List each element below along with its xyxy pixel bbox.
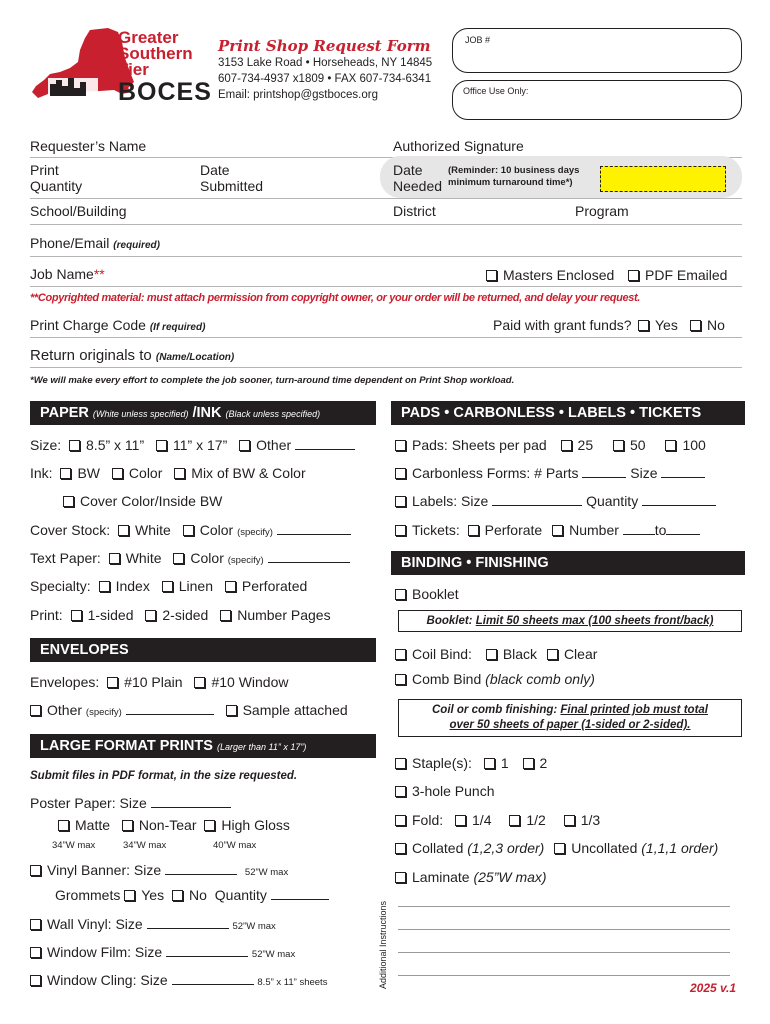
note-text: Coil or comb finishing: xyxy=(431,704,558,716)
checkbox[interactable] xyxy=(395,589,406,600)
large-format-bar xyxy=(30,734,376,758)
carbonless-row xyxy=(395,465,705,481)
checkbox[interactable] xyxy=(107,677,118,688)
booklet-row xyxy=(395,586,459,602)
row-label: Poster Paper: Size xyxy=(30,795,147,811)
note-text: Limit 50 sheets max (100 sheets front/back) xyxy=(475,615,714,627)
version: 2025 v.1 xyxy=(690,981,737,995)
input-line[interactable] xyxy=(126,703,214,715)
option-label: 11” x 17” xyxy=(173,437,228,453)
cling-row xyxy=(30,972,327,988)
option-label: Color xyxy=(128,465,163,481)
grant-no[interactable] xyxy=(690,317,725,333)
checkbox[interactable] xyxy=(484,758,495,769)
max-34b: 34”W max xyxy=(123,840,167,851)
envelopes-bar xyxy=(30,638,376,662)
option-label: Other xyxy=(256,437,292,453)
option-label: BW xyxy=(77,465,101,481)
program-label: Program xyxy=(575,203,629,219)
input-line[interactable] xyxy=(623,523,655,535)
checkbox[interactable] xyxy=(395,525,406,536)
print-qty-label xyxy=(30,162,82,194)
checkbox[interactable] xyxy=(523,758,534,769)
checkbox[interactable] xyxy=(145,610,156,621)
label-line: Date xyxy=(200,162,230,178)
label-line: Quantity xyxy=(30,178,83,194)
checkbox[interactable] xyxy=(395,649,406,660)
option-label: Sample attached xyxy=(242,702,348,718)
bar-title: ENVELOPES xyxy=(40,642,129,658)
option-label: Collated xyxy=(412,840,464,856)
checkbox[interactable] xyxy=(395,843,406,854)
grommets-row xyxy=(55,887,329,903)
option-label: Fold: xyxy=(412,812,444,828)
row-label: Specialty: xyxy=(30,578,91,594)
district-label: District xyxy=(393,203,436,219)
checkbox[interactable] xyxy=(118,525,129,536)
checkbox[interactable] xyxy=(552,525,563,536)
job-label: JOB # xyxy=(465,35,491,45)
pads-bar xyxy=(391,401,745,425)
option-label: 8.5” x 11” xyxy=(86,437,145,453)
checkbox[interactable] xyxy=(63,496,74,507)
checkbox[interactable] xyxy=(613,440,624,451)
cover-inside-row xyxy=(63,493,222,509)
authorized-label: Authorized Signature xyxy=(393,138,524,154)
row-label: Cover Stock: xyxy=(30,522,111,538)
laminate-row xyxy=(395,869,547,885)
submit-note: Submit files in PDF format, in the size requested. xyxy=(30,770,298,782)
comb-row xyxy=(395,671,595,687)
collated-row xyxy=(395,840,718,856)
input-line[interactable] xyxy=(166,945,248,957)
option-label: Laminate xyxy=(412,869,470,885)
vinyl-row xyxy=(30,862,288,878)
option-label: No xyxy=(188,887,207,903)
option-label: 1 xyxy=(500,755,509,771)
checkbox[interactable] xyxy=(112,468,123,479)
option-label: Booklet xyxy=(412,586,459,602)
return-text: Return originals to xyxy=(30,347,152,364)
pads-row xyxy=(395,437,706,453)
max-note: 52”W max xyxy=(232,921,276,932)
envelopes-row xyxy=(30,674,289,690)
checkbox[interactable] xyxy=(174,468,185,479)
input-line[interactable] xyxy=(661,466,705,478)
bar-title: /INK xyxy=(192,405,222,421)
instructions-line[interactable] xyxy=(398,952,730,953)
option-note: (1,2,3 order) xyxy=(467,840,545,856)
fold-row xyxy=(395,812,600,828)
option-label: 50 xyxy=(630,437,646,453)
input-line[interactable] xyxy=(268,551,350,563)
job-number-box[interactable] xyxy=(452,28,742,73)
instructions-line[interactable] xyxy=(398,929,730,930)
input-line[interactable] xyxy=(172,973,254,985)
input-line[interactable] xyxy=(295,438,355,450)
tickets-row xyxy=(395,522,700,538)
checkbox[interactable] xyxy=(226,705,237,716)
checkbox[interactable] xyxy=(665,440,676,451)
option-note: (1,1,1 order) xyxy=(641,840,719,856)
option-label: 2 xyxy=(539,755,548,771)
option-label: 1-sided xyxy=(87,607,134,623)
option-label: Yes xyxy=(655,317,678,333)
label-line: Submitted xyxy=(200,178,264,194)
checkbox[interactable] xyxy=(30,947,41,958)
input-line[interactable] xyxy=(642,494,716,506)
instructions-line[interactable] xyxy=(398,975,730,976)
checkbox[interactable] xyxy=(395,815,406,826)
divider xyxy=(30,337,742,338)
row-label: Text Paper: xyxy=(30,550,101,566)
staple-row xyxy=(395,755,547,771)
option-label: Window Film: Size xyxy=(47,944,163,960)
option-label: Index xyxy=(115,578,150,594)
checkbox[interactable] xyxy=(690,320,701,331)
checkbox[interactable] xyxy=(468,525,479,536)
option-label: Coil Bind: xyxy=(412,646,472,662)
effort-note: *We will make every effort to complete the job sooner, turn-around time dependent on Print Shop workload. xyxy=(30,375,515,386)
required-star: ** xyxy=(93,266,105,282)
return-label xyxy=(30,347,234,364)
option-label: Labels: Size xyxy=(412,493,489,509)
bar-title: PAPER xyxy=(40,405,89,421)
input-line[interactable] xyxy=(271,888,329,900)
option-label: Vinyl Banner: Size xyxy=(47,862,162,878)
option-label: Wall Vinyl: Size xyxy=(47,916,143,932)
option-label: Pads: Sheets per pad xyxy=(412,437,547,453)
max-34a: 34”W max xyxy=(52,840,96,851)
row-label: Size: xyxy=(30,437,62,453)
checkbox[interactable] xyxy=(30,975,41,986)
input-line[interactable] xyxy=(492,494,582,506)
option-label: #10 Plain xyxy=(124,674,183,690)
option-label: Size xyxy=(630,465,658,481)
max-note: 52”W max xyxy=(244,867,289,878)
option-label: Clear xyxy=(563,646,598,662)
checkbox[interactable] xyxy=(509,815,520,826)
checkbox[interactable] xyxy=(30,919,41,930)
divider xyxy=(30,224,742,225)
option-note: (25”W max) xyxy=(473,869,547,885)
row-label: Print: xyxy=(30,607,63,623)
requester-label: Requester’s Name xyxy=(30,138,147,154)
bar-note: (Black unless specified) xyxy=(225,409,321,419)
office-label: Office Use Only: xyxy=(463,86,529,96)
ink-row xyxy=(30,465,306,481)
option-label: Non-Tear xyxy=(138,817,197,833)
checkbox[interactable] xyxy=(122,820,133,831)
divider xyxy=(30,367,742,368)
coil-row xyxy=(395,646,597,662)
label-line: Date xyxy=(393,162,423,178)
option-label: Tickets: xyxy=(412,522,460,538)
specialty-row xyxy=(30,578,307,594)
option-label: 2-sided xyxy=(162,607,209,623)
option-label: 100 xyxy=(682,437,706,453)
row-label: Ink: xyxy=(30,465,53,481)
option-label: No xyxy=(707,317,725,333)
option-label: Linen xyxy=(178,578,213,594)
option-label: Cover Color/Inside BW xyxy=(80,493,223,509)
option-label: White xyxy=(135,522,171,538)
specify-note: (specify) xyxy=(85,707,122,718)
checkbox[interactable] xyxy=(58,820,69,831)
option-label: Comb Bind xyxy=(412,671,482,687)
row-label: Envelopes: xyxy=(30,674,100,690)
option-label: Quantity xyxy=(586,493,639,509)
checkbox[interactable] xyxy=(395,872,406,883)
checkbox[interactable] xyxy=(30,865,41,876)
grant-label: Paid with grant funds? xyxy=(493,317,632,333)
size-row xyxy=(30,437,355,453)
poster-options xyxy=(58,817,290,833)
divider xyxy=(30,198,742,199)
specify-note: (specify) xyxy=(237,527,273,538)
checkbox[interactable] xyxy=(124,890,135,901)
checkbox[interactable] xyxy=(30,705,41,716)
envelopes-other-row xyxy=(30,702,348,718)
grant-yes[interactable] xyxy=(638,317,678,333)
checkbox[interactable] xyxy=(628,270,639,281)
bar-note: (White unless specified) xyxy=(92,409,189,419)
option-label: Perforated xyxy=(241,578,308,594)
bar-title: BINDING • FINISHING xyxy=(401,555,549,571)
checkbox[interactable] xyxy=(183,525,194,536)
checkbox[interactable] xyxy=(173,553,184,564)
option-label: Carbonless Forms: # Parts xyxy=(412,465,579,481)
labels-row xyxy=(395,493,716,509)
checkbox[interactable] xyxy=(455,815,466,826)
charge-note: (If required) xyxy=(149,322,206,333)
checkbox[interactable] xyxy=(71,610,82,621)
instructions-line[interactable] xyxy=(398,906,730,907)
option-label: Mix of BW & Color xyxy=(191,465,306,481)
date-needed-input[interactable] xyxy=(600,166,726,192)
print-row xyxy=(30,607,331,623)
option-label: 1/2 xyxy=(526,812,546,828)
charge-label xyxy=(30,317,205,333)
specify-note: (specify) xyxy=(227,555,264,566)
cover-stock-row xyxy=(30,522,351,538)
option-label: Staple(s): xyxy=(412,755,472,771)
checkbox[interactable] xyxy=(60,468,71,479)
input-line[interactable] xyxy=(582,466,626,478)
checkbox[interactable] xyxy=(547,649,558,660)
note-text: Booklet: xyxy=(426,615,473,627)
required-note: (required) xyxy=(113,240,160,251)
option-label: 1/3 xyxy=(580,812,601,828)
jobname-text: Job Name xyxy=(30,266,94,282)
email: Email: printshop@gstboces.org xyxy=(218,89,378,101)
checkbox[interactable] xyxy=(204,820,215,831)
checkbox[interactable] xyxy=(395,758,406,769)
checkbox[interactable] xyxy=(638,320,649,331)
input-line[interactable] xyxy=(151,796,231,808)
option-label: Masters Enclosed xyxy=(503,267,615,283)
option-label: Perforate xyxy=(484,522,543,538)
checkbox[interactable] xyxy=(156,440,167,451)
checkbox[interactable] xyxy=(395,468,406,479)
option-label: PDF Emailed xyxy=(645,267,728,283)
office-use-box[interactable] xyxy=(452,80,742,120)
checkbox[interactable] xyxy=(554,843,565,854)
option-label: White xyxy=(125,550,162,566)
checkbox[interactable] xyxy=(395,440,406,451)
checkbox[interactable] xyxy=(486,270,497,281)
charge-text: Print Charge Code xyxy=(30,317,146,333)
logo xyxy=(30,28,212,108)
input-line[interactable] xyxy=(165,863,237,875)
org-name xyxy=(118,30,193,78)
checkbox[interactable] xyxy=(395,786,406,797)
checkbox[interactable] xyxy=(225,581,236,592)
checkbox[interactable] xyxy=(69,440,80,451)
option-label: Other xyxy=(47,702,83,718)
option-label: 1/4 xyxy=(472,812,492,828)
note-text: Final printed job must total xyxy=(560,704,708,716)
film-row xyxy=(30,944,295,960)
form-title: Print Shop Request Form xyxy=(218,37,431,55)
checkbox[interactable] xyxy=(486,649,497,660)
option-label: Uncollated xyxy=(571,840,638,856)
booklet-note xyxy=(398,610,742,632)
checkbox[interactable] xyxy=(162,581,173,592)
option-label: Matte xyxy=(75,817,111,833)
org-line: Greater xyxy=(118,28,179,47)
punch-row xyxy=(395,783,495,799)
option-label: Quantity xyxy=(214,887,267,903)
poster-row xyxy=(30,795,231,811)
checkbox[interactable] xyxy=(220,610,231,621)
phone-label xyxy=(30,235,160,251)
divider xyxy=(30,256,742,257)
checkbox[interactable] xyxy=(109,553,120,564)
date-needed-label xyxy=(393,162,442,194)
checkbox[interactable] xyxy=(561,440,572,451)
checkbox[interactable] xyxy=(395,496,406,507)
wall-row xyxy=(30,916,276,932)
additional-instructions-label: Additional Instructions xyxy=(378,900,388,990)
option-label: Window Cling: Size xyxy=(47,972,168,988)
option-label: Black xyxy=(502,646,538,662)
input-line[interactable] xyxy=(147,917,229,929)
option-note: (black comb only) xyxy=(485,671,595,687)
option-label: 3-hole Punch xyxy=(412,783,495,799)
label-line: Print xyxy=(30,162,59,178)
label-line: (Reminder: 10 business days xyxy=(448,165,580,176)
date-submitted-label xyxy=(200,162,263,194)
text-paper-row xyxy=(30,550,350,566)
jobname-label xyxy=(30,266,105,282)
org-line: Tier xyxy=(118,60,149,79)
school-label: School/Building xyxy=(30,203,127,219)
org-boces: BOCES xyxy=(118,78,212,106)
checkbox[interactable] xyxy=(194,677,205,688)
return-note: (Name/Location) xyxy=(155,352,235,363)
label-line: Needed xyxy=(393,178,443,194)
max-note: 8.5” x 11” sheets xyxy=(257,977,328,988)
address: 3153 Lake Road • Horseheads, NY 14845 xyxy=(218,57,433,69)
bar-note: (Larger than 11” x 17”) xyxy=(216,742,307,752)
option-label: #10 Window xyxy=(211,674,289,690)
divider xyxy=(30,286,742,287)
checkbox[interactable] xyxy=(99,581,110,592)
note-text: over 50 sheets of paper (1-sided or 2-sided). xyxy=(449,719,691,731)
row-label: Grommets xyxy=(55,887,121,903)
option-label: 25 xyxy=(577,437,594,453)
input-line[interactable] xyxy=(277,523,351,535)
bar-title: PADS • CARBONLESS • LABELS • TICKETS xyxy=(401,405,702,421)
option-label: Color xyxy=(199,522,234,538)
option-label: Number Pages xyxy=(237,607,331,623)
paper-bar xyxy=(30,401,376,425)
checkbox[interactable] xyxy=(564,815,575,826)
max-note: 52”W max xyxy=(251,949,296,960)
binding-bar xyxy=(391,551,745,575)
pdf-option[interactable] xyxy=(628,267,727,283)
bar-title: LARGE FORMAT PRINTS xyxy=(40,738,213,754)
copyright-note: **Copyrighted material: must attach permission from copyright owner, or your order will be returned, and delay your request. xyxy=(30,292,641,304)
option-label: High Gloss xyxy=(221,817,290,833)
checkbox[interactable] xyxy=(172,890,183,901)
reminder-note xyxy=(448,165,579,189)
checkbox[interactable] xyxy=(395,674,406,685)
option-label: to xyxy=(654,522,667,538)
phone-text: Phone/Email xyxy=(30,235,110,251)
option-label: Yes xyxy=(141,887,165,903)
coil-note xyxy=(398,699,742,737)
input-line[interactable] xyxy=(666,523,700,535)
option-label: Color xyxy=(190,550,224,566)
label-line: minimum turnaround time*) xyxy=(448,177,573,188)
masters-option[interactable] xyxy=(486,267,614,283)
option-label: Number xyxy=(569,522,619,538)
org-line: Southern xyxy=(118,44,193,63)
phone-fax: 607-734-4937 x1809 • FAX 607-734-6341 xyxy=(218,73,432,85)
max-40: 40”W max xyxy=(213,840,257,851)
checkbox[interactable] xyxy=(239,440,250,451)
